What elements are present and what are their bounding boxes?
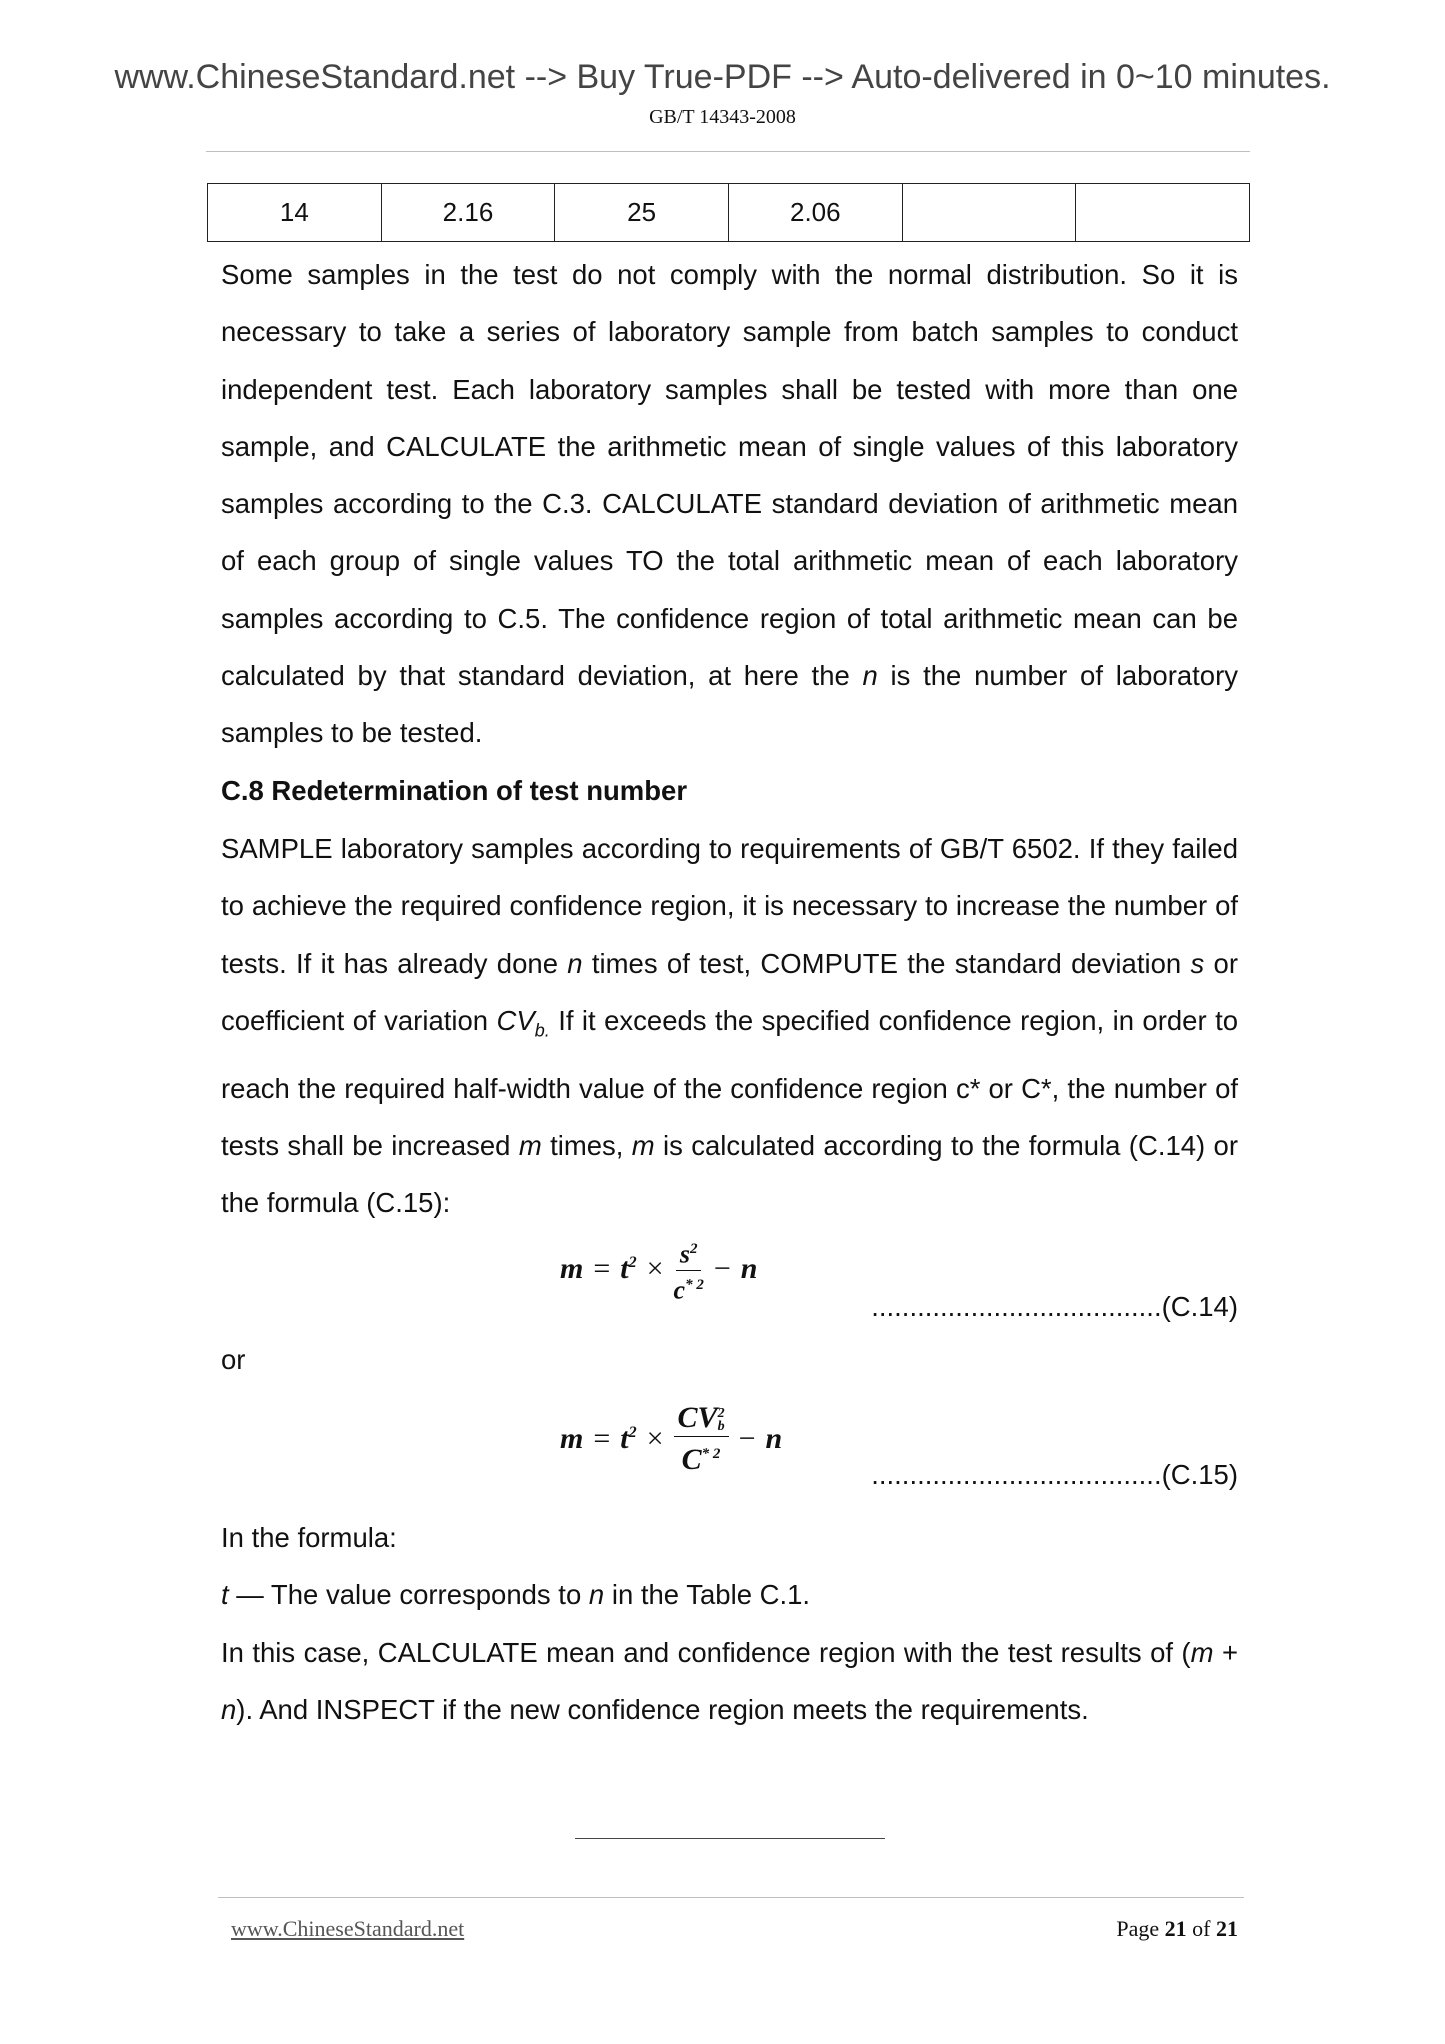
- text-run: times of test, COMPUTE the standard deviation: [582, 947, 1191, 979]
- section-heading: C.8 Redetermination of test number: [221, 775, 688, 806]
- equation-label-c14: ......................................(C.14): [871, 1291, 1238, 1322]
- of-word: of: [1186, 1916, 1216, 1941]
- current-page: 21: [1164, 1916, 1187, 1941]
- formula-c15: [560, 1400, 782, 1477]
- paragraph-redetermination: [221, 820, 1238, 1232]
- fraction: [674, 1234, 704, 1304]
- or-text: or: [221, 1344, 246, 1375]
- t-symbol: t: [620, 1252, 629, 1286]
- text-run: SAMPLE laboratory samples according to requirements of GB/T 6502. If they failed to achieve the required confidence region, it is necessary to increase the number of tests. If it has already done: [221, 833, 1238, 979]
- num-symbol: s: [679, 1239, 690, 1269]
- exponent: * 2: [701, 1446, 721, 1462]
- n-symbol: n: [765, 1421, 783, 1455]
- table-row: [208, 184, 1250, 242]
- variable-cv: [496, 1004, 550, 1041]
- header-divider: [206, 151, 1250, 152]
- text-run: Some samples in the test do not comply with the normal distribution. So it is necessary to take a series of laboratory sample from batch samples to conduct independent test. Each laboratory samples shall be tested with more than one sample, and CALCULATE the arithmetic mean of single values of this laboratory samples according to the C.3. CALCULATE standard deviation of arithmetic mean of each group of single values TO the total arithmetic mean of each laboratory samples according to C.5. The confidence region of total arithmetic mean can be calculated by that standard deviation, at here the: [221, 259, 1238, 692]
- table-cell: 25: [555, 184, 729, 242]
- variable-n: n: [567, 947, 583, 979]
- table-cell: 2.16: [381, 184, 555, 242]
- formula-lhs: m: [560, 1252, 584, 1286]
- n-symbol: n: [740, 1252, 758, 1286]
- table-cell: 2.06: [728, 184, 902, 242]
- variable-t: t: [221, 1579, 229, 1611]
- variable-s: s: [1190, 947, 1205, 979]
- text-run: is the number of laboratory samples to be tested.: [221, 660, 1238, 749]
- exponent: * 2: [685, 1276, 704, 1293]
- t-squared: [620, 1252, 636, 1286]
- exponent: 2: [628, 1423, 637, 1441]
- text-run: — The value corresponds to: [228, 1579, 589, 1611]
- text-run: In this case, CALCULATE mean and confidence region with the test results of (: [221, 1636, 1191, 1668]
- numerator: [676, 1234, 702, 1271]
- definition-t: [221, 1566, 1238, 1623]
- denominator: [682, 1437, 721, 1477]
- table-cell: [1076, 184, 1250, 242]
- t-symbol: t: [620, 1421, 629, 1455]
- variable-m: m: [631, 1129, 655, 1161]
- footer-site-link[interactable]: www.ChineseStandard.net: [231, 1916, 465, 1941]
- page-word: Page: [1116, 1916, 1165, 1941]
- paragraph-non-normal-samples: [221, 246, 1238, 762]
- exponent: 2: [628, 1254, 637, 1272]
- text-run: in the Table C.1.: [604, 1579, 811, 1611]
- den-symbol: c: [673, 1275, 686, 1305]
- variable-m: m: [518, 1129, 542, 1161]
- subscript: b: [717, 1419, 725, 1435]
- text-run: or coefficient of variation: [221, 947, 1238, 1036]
- text-run: times,: [541, 1129, 632, 1161]
- text-run: If it exceeds the specified confidence region, in order to reach the required half-width value of the confidence region c* or C*, the number of tests shall be increased: [221, 1004, 1239, 1161]
- denominator: [674, 1271, 704, 1305]
- table-cell: 14: [208, 184, 382, 242]
- minus-sign: −: [713, 1252, 731, 1286]
- standard-code: GB/T 14343-2008: [649, 106, 796, 128]
- cv-scripts: [718, 1407, 725, 1433]
- formula-explanation: [221, 1509, 1238, 1738]
- equation-label-c15: ......................................(C.15): [871, 1459, 1238, 1490]
- variable-n: n: [221, 1693, 237, 1725]
- in-formula-text: In the formula:: [221, 1522, 397, 1553]
- minus-sign: −: [738, 1421, 756, 1455]
- closing-paragraph: [221, 1624, 1238, 1739]
- exponent: 2: [717, 1406, 725, 1422]
- page-number: [1000, 1916, 1238, 1942]
- footer-divider: [218, 1897, 1244, 1898]
- t-squared: [620, 1422, 636, 1456]
- text-run: is calculated according to the formula (C.14) or the formula (C.15):: [221, 1129, 1238, 1219]
- text-run: ). And INSPECT if the new confidence region meets the requirements.: [236, 1693, 1089, 1725]
- cv-letters: CV: [496, 1004, 535, 1036]
- equals-sign: =: [593, 1421, 611, 1455]
- top-banner[interactable]: www.ChineseStandard.net --> Buy True-PDF --> Auto-delivered in 0~10 minutes.: [114, 58, 1331, 96]
- end-of-document-line: [575, 1838, 885, 1839]
- total-pages: 21: [1216, 1916, 1238, 1941]
- continued-table: [207, 183, 1250, 242]
- num-symbol: CV: [677, 1401, 718, 1434]
- formula-lhs: m: [560, 1421, 584, 1455]
- table-cell: [902, 184, 1076, 242]
- text-run: +: [1213, 1636, 1238, 1668]
- cv-subscript: b.: [534, 1020, 550, 1041]
- variable-n: n: [862, 660, 878, 692]
- fraction: [674, 1400, 729, 1477]
- equals-sign: =: [593, 1252, 611, 1286]
- variable-n: n: [588, 1579, 605, 1611]
- variable-m: m: [1190, 1636, 1214, 1668]
- times-sign: ×: [646, 1421, 664, 1455]
- formula-c14: [560, 1234, 757, 1304]
- den-symbol: C: [681, 1443, 702, 1476]
- times-sign: ×: [646, 1252, 664, 1286]
- numerator: [674, 1400, 729, 1437]
- exponent: 2: [689, 1241, 698, 1257]
